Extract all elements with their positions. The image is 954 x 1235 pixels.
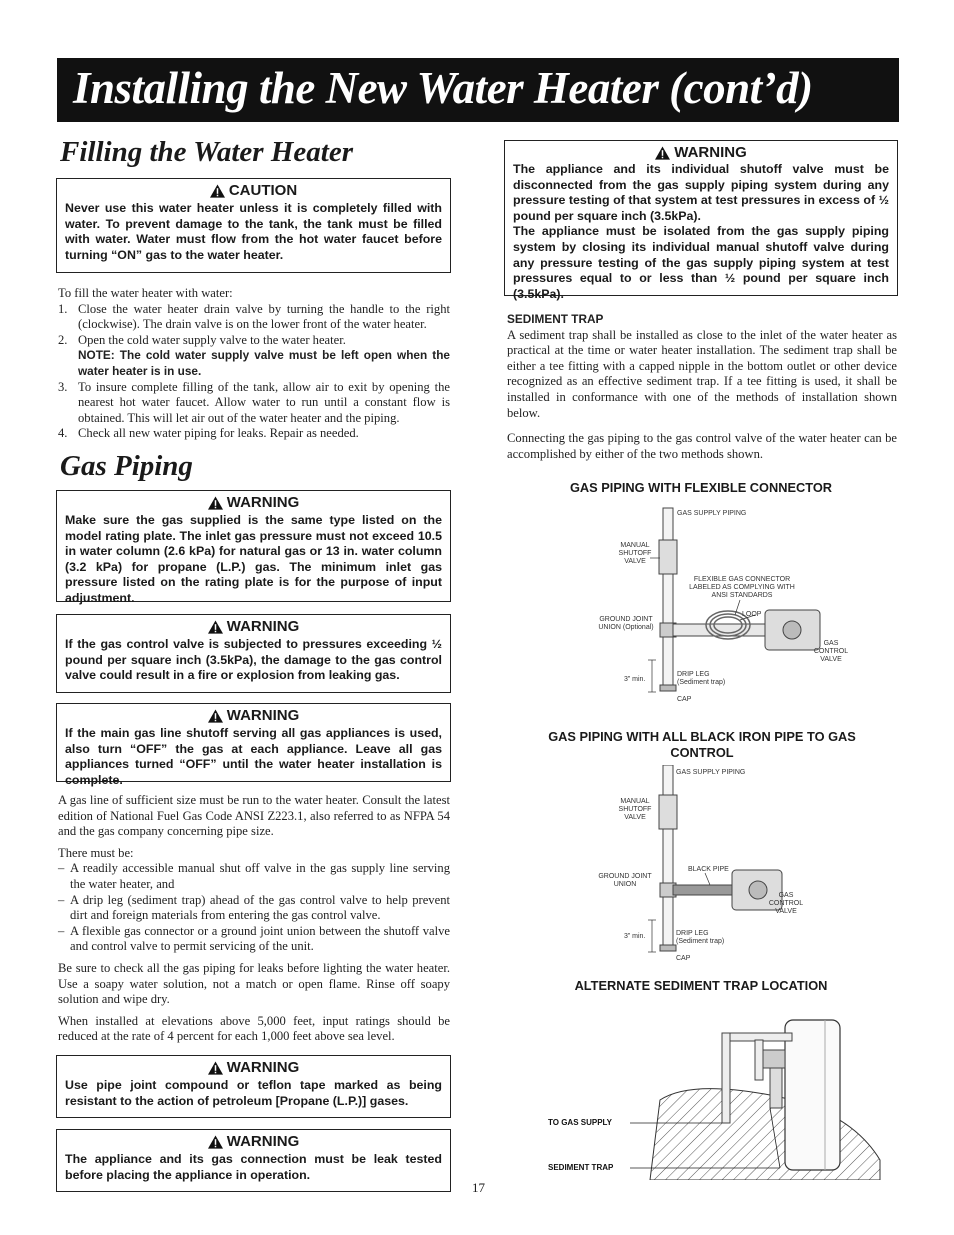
label-loop: LOOP [742, 611, 762, 618]
warning-label: WARNING [226, 1133, 300, 1150]
page-title: Installing the New Water Heater (cont’d) [73, 63, 813, 113]
gas-para-3: When installed at elevations above 5,000 feet, input ratings should be reduced at the rate of 4 percent for each 1,000 feet above sea level. [58, 1013, 450, 1044]
filling-intro: To fill the water heater with water: [58, 286, 233, 300]
warning-label: WARNING [674, 144, 747, 161]
warning-text: Use pipe joint compound or teflon tape marked as being resistant to the action of petroleum [Propane (L.P.)] gases. [65, 1078, 442, 1108]
black-iron-diagram [560, 765, 880, 965]
label-gas-supply: GAS SUPPLY PIPING [676, 769, 746, 776]
label-union: GROUND JOINT UNION [598, 873, 652, 888]
filling-note: NOTE: The cold water supply valve must be left open when the water heater is in use. [78, 348, 450, 378]
filling-step: 2. Open the cold water supply valve to the water heater. [58, 332, 346, 347]
alternate-trap-diagram [630, 1000, 900, 1180]
label-drip-sub: (Sediment trap) [676, 938, 725, 945]
filling-section-title: Filling the Water Heater [60, 136, 353, 168]
filling-instructions [58, 286, 450, 442]
label-min: 3” min. [624, 933, 646, 940]
label-flex-connector: FLEXIBLE GAS CONNECTOR LABELED AS COMPLYING WITH ANSI STANDARDS [689, 576, 795, 599]
label-manual-valve: MANUAL SHUTOFF VALVE [618, 798, 652, 821]
warning-box-shutoff [56, 703, 451, 787]
warning-triangle-icon [208, 709, 223, 723]
caution-text: Never use this water heater unless it is completely filled with water. To prevent damage to the tank, the tank must be filled with water. Water must flow from the hot water faucet before turning “ON” gas to the water heater. [65, 201, 442, 262]
diagram3-title: ALTERNATE SEDIMENT TRAP LOCATION [574, 978, 828, 993]
gas-section-title: Gas Piping [60, 450, 193, 482]
warning-text: The appliance must be isolated from the gas supply piping system by closing its individual manual shutoff valve during any pressure testing of the gas supply piping system at test pressures equal to or less than ½ pound per square inch (3.5kPa). [513, 224, 889, 301]
warning-triangle-icon [208, 1135, 223, 1149]
warning-triangle-icon [655, 146, 670, 160]
connecting-text: Connecting the gas piping to the gas control valve of the water heater can be accomplished by either of the two methods shown. [507, 431, 897, 461]
label-black-pipe: BLACK PIPE [688, 866, 729, 873]
gas-body-text [58, 793, 450, 1051]
page-number: 17 [472, 1180, 485, 1195]
sediment-section [507, 312, 897, 468]
gas-para-1: A gas line of sufficient size must be run to the water heater. Consult the latest edition of National Fuel Gas Code ANSI Z223.1, also referred to as NFPA 54 and the gas company concerning pipe size. [58, 793, 450, 839]
warning-box-compound [56, 1055, 451, 1118]
label-drip-sub: (Sediment trap) [677, 679, 726, 686]
warning-triangle-icon [210, 184, 225, 198]
list-item: – A drip leg (sediment trap) ahead of the gas control valve to help prevent dirt and foreign materials from entering the gas control valve. [58, 892, 450, 923]
label-union: GROUND JOINT UNION (Optional) [598, 616, 654, 631]
caution-label: CAUTION [228, 182, 298, 199]
warning-text: If the gas control valve is subjected to pressures exceeding ½ pound per square inch (3.5kPa), the damage to the gas control valve could result in a fire or explosion from leaking gas. [65, 637, 442, 683]
there-must-be: There must be: [58, 845, 134, 860]
label-to-gas-supply: TO GAS SUPPLY [548, 1118, 613, 1127]
warning-label: WARNING [226, 494, 300, 511]
label-cap: CAP [676, 955, 691, 962]
caution-box [56, 178, 451, 273]
warning-triangle-icon [208, 496, 223, 510]
warning-label: WARNING [226, 1059, 300, 1076]
filling-steps [58, 302, 450, 442]
filling-step: 3. To insure complete filling of the tank, allow air to exit by opening the nearest hot water faucet. Allow water to run until a constant flow is obtained. This will let air out of the water heater and the piping. [58, 379, 450, 425]
label-cap: CAP [677, 696, 692, 703]
label-min: 3” min. [624, 676, 646, 683]
gas-para-2: Be sure to check all the gas piping for leaks before lighting the water heater. Use a soapy water solution, not a match or open flame. Rinse off soapy solution and wipe dry. [58, 960, 450, 1007]
label-sediment-trap: SEDIMENT TRAP [548, 1163, 614, 1172]
sediment-text: A sediment trap shall be installed as close to the inlet of the water heater as practical at the time or water heater installation. The sediment trap shall be either a tee fitting with a capped nipple in the bottom outlet or other device recognized as an effective sediment trap. If a tee fitting is used, it shall be installed in conformance with one of the methods of installation shown below. [507, 327, 897, 420]
label-control-valve: GAS CONTROL VALVE [813, 640, 849, 663]
filling-step: 1. Close the water heater drain valve by turning the handle to the right (clockwise). The drain valve is on the lower front of the water heater. [58, 301, 450, 332]
warning-box-pressure [56, 614, 451, 693]
label-control-valve: GAS CONTROL VALVE [768, 892, 804, 915]
warning-box-isolate [504, 140, 898, 301]
warning-triangle-icon [208, 620, 223, 634]
diagram2-title: GAS PIPING WITH ALL BLACK IRON PIPE TO GAS CONTROL [548, 729, 856, 760]
warning-triangle-icon [208, 1061, 223, 1075]
label-drip-leg: DRIP LEG [676, 930, 709, 937]
warning-label: WARNING [226, 707, 300, 724]
page-title-banner [57, 58, 899, 122]
warning-text: The appliance and its individual shutoff valve must be disconnected from the gas supply piping system during any pressure testing of that system at test pressures in excess of ½ pound per square inch (3.5kPa). [513, 162, 889, 223]
gas-requirements [58, 861, 450, 955]
list-item: – A flexible gas connector or a ground joint union between the shutoff valve and control valve to permit servicing of the unit. [58, 923, 450, 954]
warning-box-gas-type [56, 490, 451, 605]
filling-step: 4. Check all new water piping for leaks. Repair as needed. [58, 426, 359, 441]
label-manual-valve: MANUAL SHUTOFF VALVE [618, 542, 652, 565]
label-drip-leg: DRIP LEG [677, 671, 710, 678]
warning-text: Make sure the gas supplied is the same type listed on the model rating plate. The inlet gas pressure must not exceed 10.5 in water column (2.6 kPa) for natural gas or 13 in. water column (3.2 kPa) for propane (L.P.) gas. The minimum inlet gas pressure listed on the rating plate is for the purpose of input adjustment. [65, 513, 442, 605]
sediment-heading: SEDIMENT TRAP [507, 312, 604, 326]
diagram1-title: GAS PIPING WITH FLEXIBLE CONNECTOR [569, 480, 833, 495]
warning-text: The appliance and its gas connection must be leak tested before placing the appliance in operation. [65, 1152, 442, 1182]
warning-label: WARNING [226, 618, 300, 635]
warning-box-leak-test [56, 1129, 451, 1192]
label-gas-supply: GAS SUPPLY PIPING [677, 510, 747, 517]
list-item: – A readily accessible manual shut off valve in the gas supply line serving the water heater, and [58, 861, 450, 891]
warning-text: If the main gas line shutoff serving all gas appliances is used, also turn “OFF” the gas at each appliance. Leave all gas appliances turned “OFF” until the water heater installation is complete. [65, 726, 442, 787]
